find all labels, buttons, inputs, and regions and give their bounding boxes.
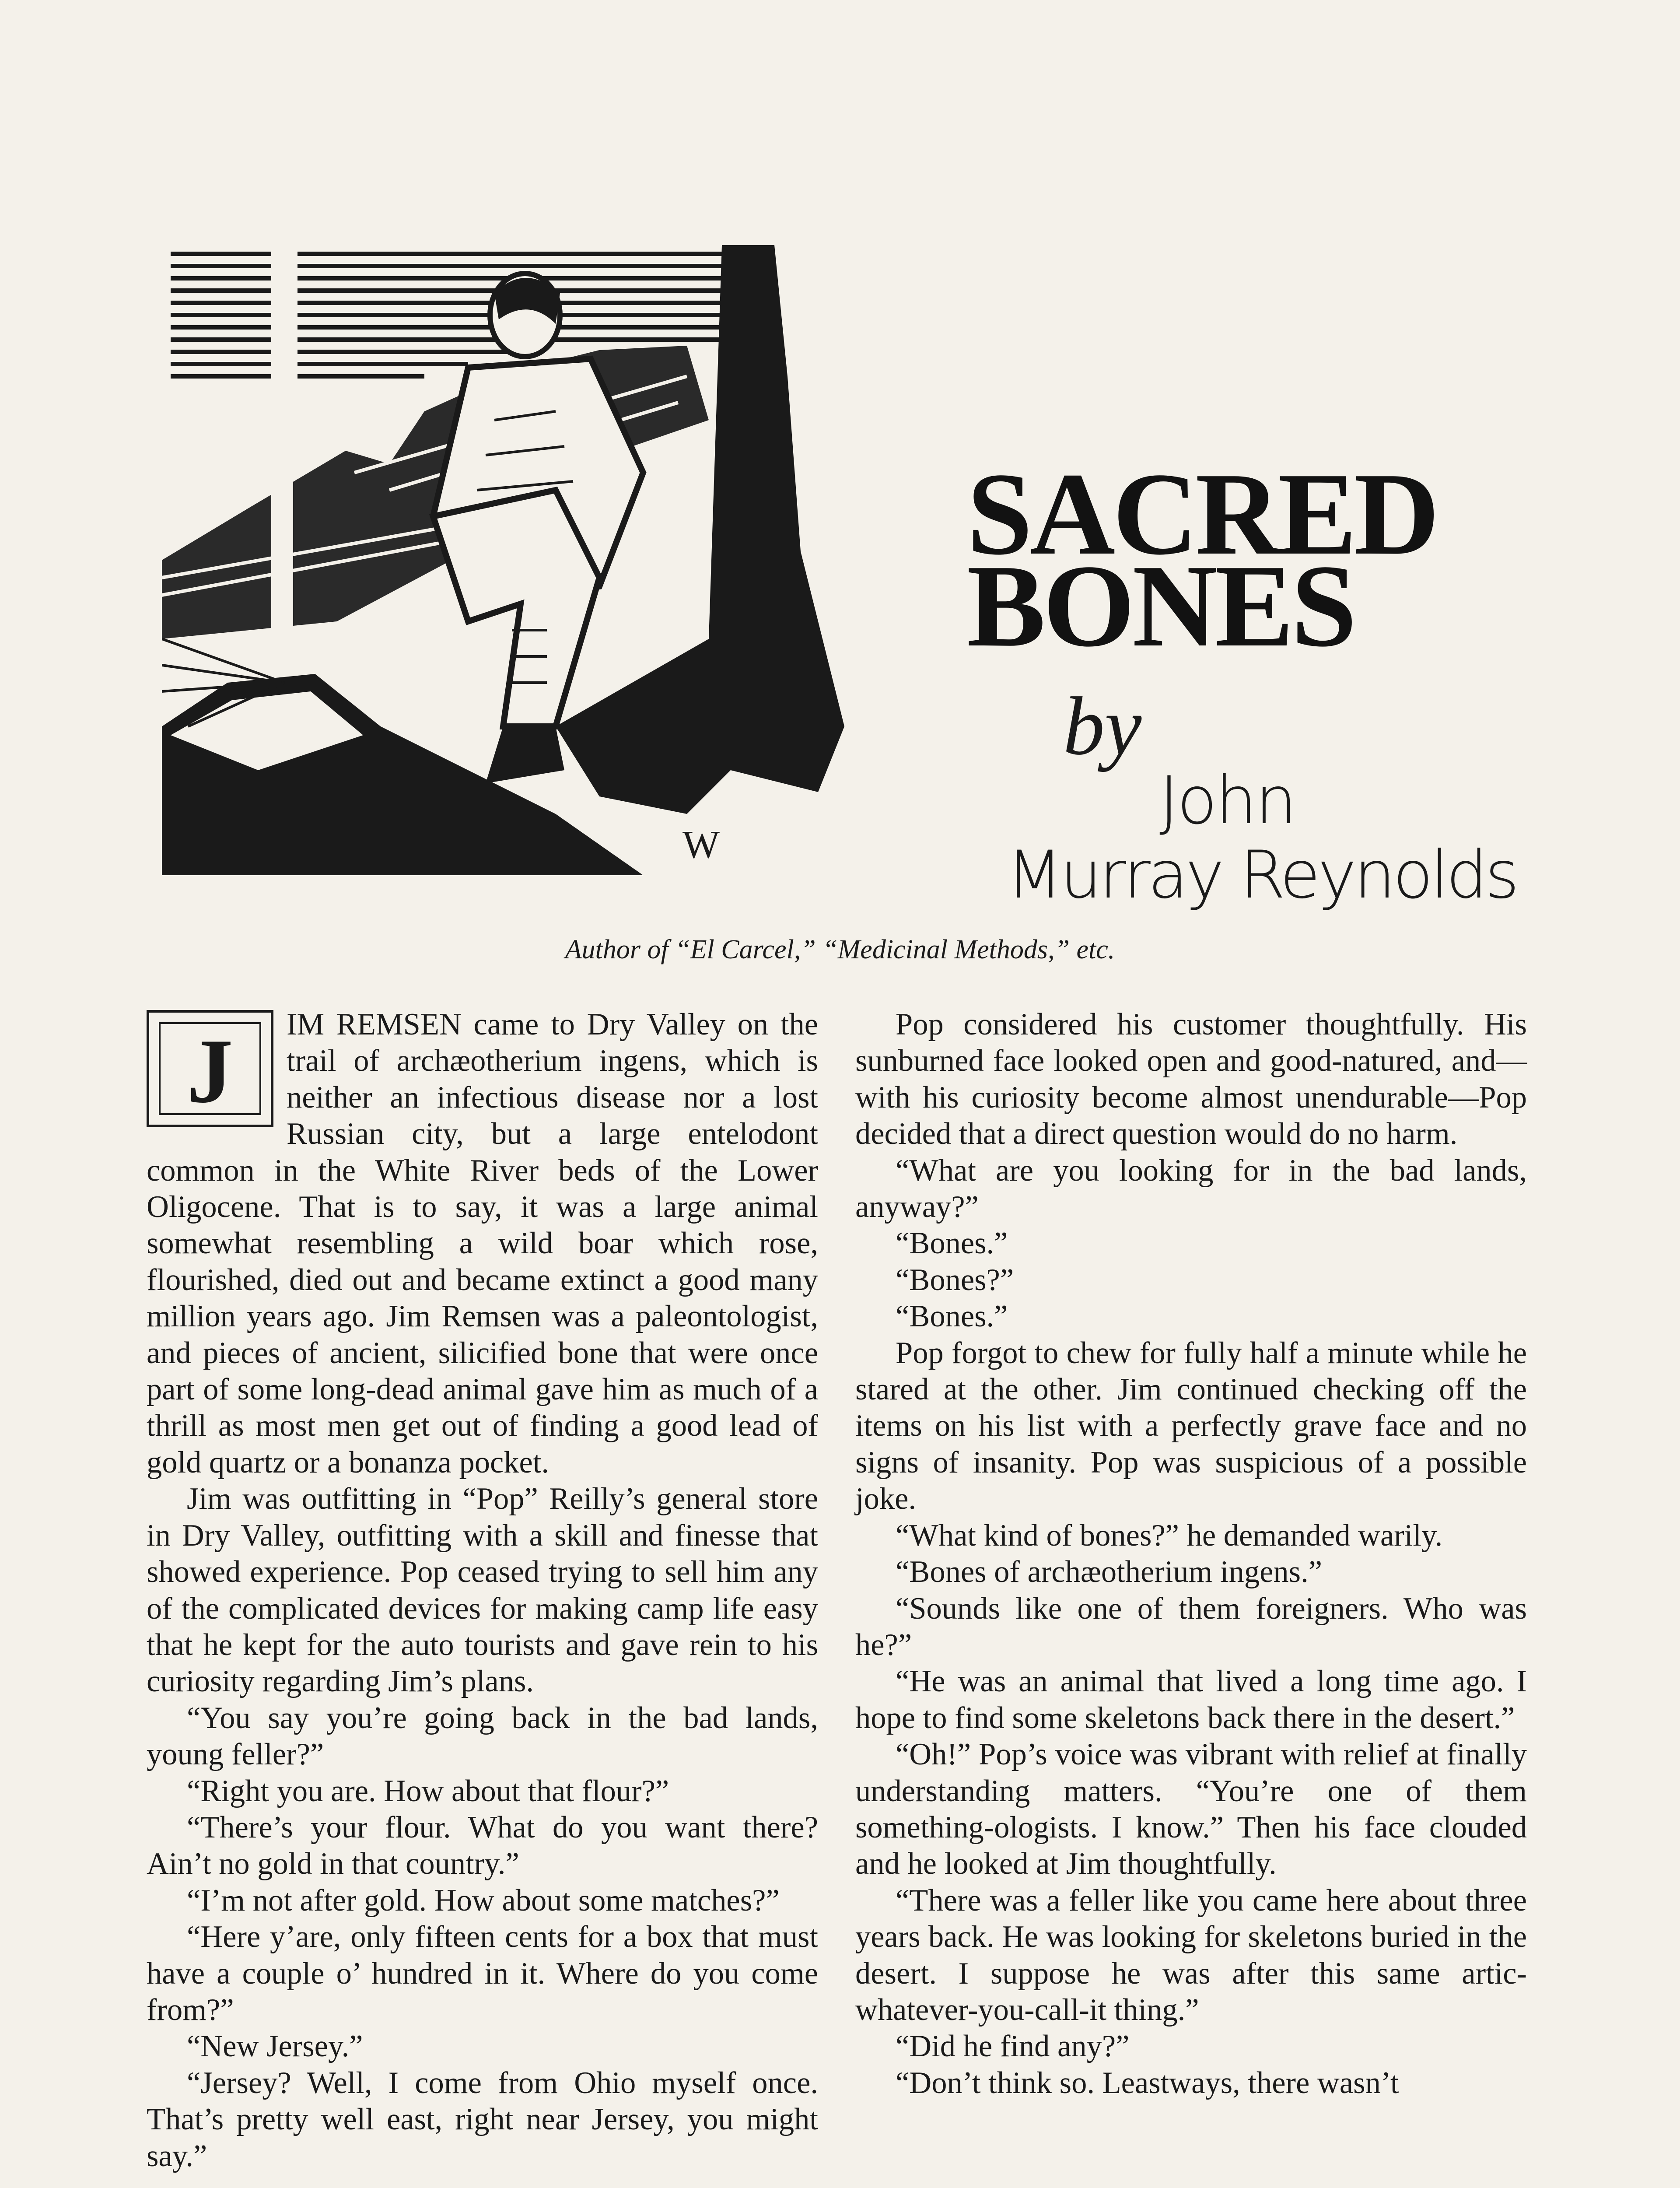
illustrator-mark: W xyxy=(682,823,720,866)
author-note: Author of “El Carcel,” “Medicinal Methods,” etc. xyxy=(565,935,1115,964)
paragraph: “There’s your flour. What do you want there? Ain’t no gold in that country.” xyxy=(147,1810,818,1881)
paragraph: “Bones of archæotherium ingens.” xyxy=(896,1555,1322,1589)
paragraph: “What are you looking for in the bad lands, anyway?” xyxy=(855,1153,1527,1224)
paragraph: Pop forgot to chew for fully half a minute while he stared at the other. Jim continued checking off the items on his list with a perfectly grave face and no signs of insanity. Pop was suspicious of a possible joke. xyxy=(855,1336,1527,1516)
paragraph: “Right you are. How about that flour?” xyxy=(187,1774,669,1808)
drop-cap: J xyxy=(147,1010,273,1127)
paragraph: IM REMSEN came to Dry Valley on the trail of archæotherium ingens, which is neither an infectious disease nor a lost Russian city, but a large entelodont common in the White River beds of the Lower Oligocene. That is to say, it was a large animal somewhat resembling a wild boar which rose, flourished, died out and became extinct a good many million years ago. Jim Remsen was a paleontologist, and pieces of ancient, silicified bone that were once part of some long-dead animal gave him as much of a thrill as most men get out of finding a good lead of gold quartz or a bonanza pocket. xyxy=(147,1007,818,1480)
paragraph: “He was an animal that lived a long time ago. I hope to find some skeletons back there in the desert.” xyxy=(855,1664,1527,1735)
story-title-line-1: SACRED xyxy=(967,449,1437,579)
paragraph: “Bones.” xyxy=(896,1226,1008,1261)
author-last-name: Murray Reynolds xyxy=(1006,837,1517,913)
paragraph: Pop considered his customer thoughtfully. His sunburned face looked open and good-natured, and—with his curiosity become almost unendurable—Pop decided that a direct question would do no harm. xyxy=(855,1007,1527,1151)
author-first-name: John xyxy=(1159,763,1295,839)
paragraph: “You say you’re going back in the bad lands, young feller?” xyxy=(147,1701,818,1772)
paragraph: “Oh!” Pop’s voice was vibrant with relief at finally understanding matters. “You’re one of them something-ologists. I know.” Then his face clouded and he looked at Jim thoughtfully. xyxy=(855,1737,1527,1881)
paragraph: “Don’t think so. Leastways, there wasn’t xyxy=(896,2065,1399,2100)
paragraph: “New Jersey.” xyxy=(187,2029,363,2064)
right-column xyxy=(855,1006,1527,2101)
paragraph: “Bones.” xyxy=(896,1299,1008,1334)
paragraph: “Here y’are, only fifteen cents for a box that must have a couple o’ hundred in it. Where do you come from?” xyxy=(147,1920,818,2027)
paragraph: “I’m not after gold. How about some matches?” xyxy=(187,1883,780,1918)
left-column xyxy=(147,1006,818,2174)
story-title-line-2: BONES xyxy=(967,540,1354,671)
paragraph: “Bones?” xyxy=(896,1262,1014,1297)
paragraph: Jim was outfitting in “Pop” Reilly’s general store in Dry Valley, outfitting with a skill and finesse that showed experience. Pop ceased trying to sell him any of the complicated devices for making camp life easy that he kept for the auto tourists and gave rein to his curiosity regarding Jim’s plans. xyxy=(147,1482,818,1699)
paragraph: “Sounds like one of them foreigners. Who was he?” xyxy=(855,1591,1527,1662)
byline-by: by xyxy=(1063,680,1142,772)
paragraph: “Did he find any?” xyxy=(896,2029,1130,2064)
paragraph: “What kind of bones?” he demanded warily. xyxy=(896,1518,1443,1553)
title-block xyxy=(958,449,1606,936)
woodcut-man-sitting-on-rock xyxy=(162,245,866,875)
paragraph: “There was a feller like you came here about three years back. He was looking for skeletons buried in the desert. I suppose he was after this same artic-whatever-you-call-it thing.” xyxy=(855,1883,1527,2027)
story-illustration xyxy=(162,245,866,875)
paragraph: “Jersey? Well, I come from Ohio myself once. That’s pretty well east, right near Jersey, you might say.” xyxy=(147,2065,818,2173)
